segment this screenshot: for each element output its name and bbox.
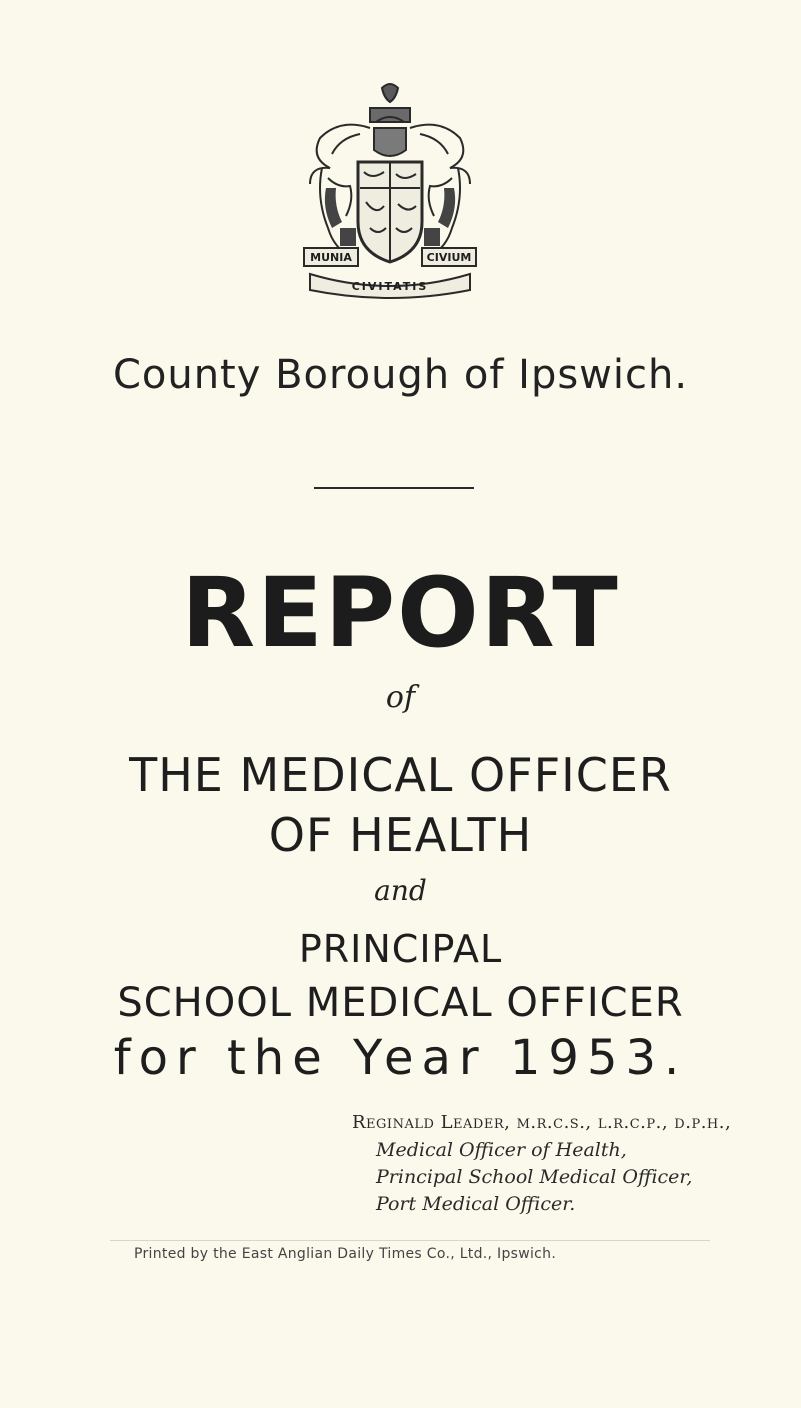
report-title: REPORT	[181, 557, 620, 669]
author-title-2: Principal School Medical Officer,	[376, 1166, 693, 1188]
report-year: for the Year 1953.	[113, 1030, 688, 1086]
author-name: Reginald Leader, m.r.c.s., l.r.c.p., d.p.h.,	[352, 1112, 732, 1133]
coat-of-arms-emblem	[300, 78, 480, 300]
and-connector: and	[374, 874, 427, 907]
title-line-school-medical-officer: SCHOOL MEDICAL OFFICER	[117, 980, 684, 1026]
crest-motto-bottom: CIVITATIS	[351, 280, 429, 293]
crest-motto-left: MUNIA	[310, 251, 352, 264]
county-heading: County Borough of Ipswich.	[112, 352, 689, 398]
author-block	[352, 1112, 792, 1218]
author-title-3: Port Medical Officer.	[376, 1193, 576, 1215]
author-title-1: Medical Officer of Health,	[376, 1139, 627, 1161]
crest-motto-right: CIVIUM	[426, 251, 472, 264]
title-line-of-health: OF HEALTH	[268, 808, 533, 862]
divider-rule	[314, 487, 474, 489]
title-line-principal: PRINCIPAL	[298, 927, 503, 971]
printer-imprint: Printed by the East Anglian Daily Times Co., Ltd., Ipswich.	[134, 1246, 557, 1262]
printer-rule	[110, 1240, 710, 1241]
of-connector: of	[385, 680, 416, 715]
title-line-medical-officer: THE MEDICAL OFFICER	[129, 748, 672, 802]
